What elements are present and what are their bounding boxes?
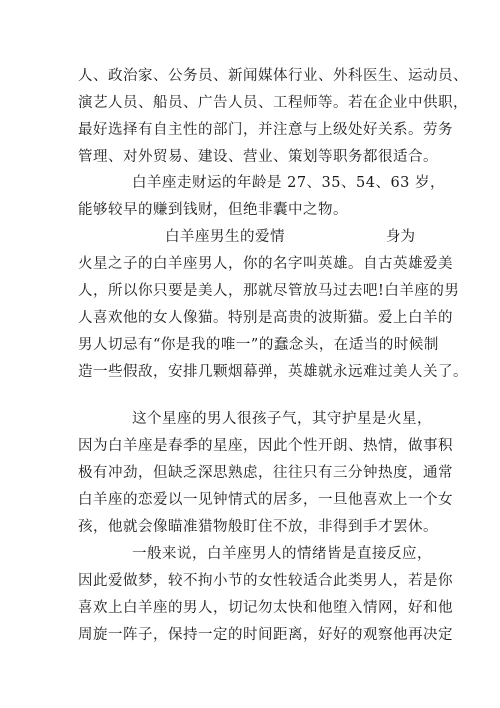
text-line: 演艺人员、船员、广告人员、工程师等。若在企业中供职，: [78, 95, 468, 111]
text-line: 白羊座走财运的年龄是 27、35、54、63 岁，: [132, 175, 446, 191]
text-line: 喜欢上白羊座的男人，切记勿太快和他堕入情网，好和他: [78, 600, 453, 616]
text-line: 因为白羊座是春季的星座，因此个性开朗、热情，做事积: [78, 438, 453, 454]
text-line: 人、政治家、公务员、新闻媒体行业、外科医生、运动员、: [78, 68, 468, 84]
text-line: 一般来说，白羊座男人的情绪皆是直接反应，: [132, 546, 432, 562]
text-line: 极有冲劲，但缺乏深思熟虑，往往只有三分钟热度，通常: [78, 465, 453, 481]
text-line: 最好选择有自主性的部门，并注意与上级处好关系。劳务: [78, 122, 453, 138]
section-heading: 白羊座男生的爱情: [165, 229, 285, 245]
text-line: 身为: [386, 229, 415, 245]
text-line: 男人切忌有“你是我的唯一”的蠢念头，在适当的时候制: [78, 337, 439, 353]
text-line: 人，所以你只要是美人，那就尽管放马过去吧!白羊座的男: [78, 283, 460, 299]
text-line: 孩，他就会像瞄准猎物般盯住不放，非得到手才罢休。: [78, 519, 438, 535]
text-line: 因此爱做梦，较不拘小节的女性较适合此类男人，若是你: [78, 573, 453, 589]
text-line: 这个星座的男人很孩子气，其守护星是火星，: [132, 411, 432, 427]
text-line: 周旋一阵子，保持一定的时间距离，好好的观察他再决定: [78, 627, 453, 643]
text-line: 管理、对外贸易、建设、营业、策划等职务都很适合。: [78, 149, 438, 165]
text-line: 白羊座的恋爱以一见钟情式的居多，一旦他喜欢上一个女: [78, 492, 453, 508]
text-line: 人喜欢他的女人像猫。特别是高贵的波斯猫。爱上白羊的: [78, 310, 453, 326]
text-line: 火星之子的白羊座男人，你的名字叫英雄。自古英雄爱美: [78, 256, 453, 272]
text-line: 造一些假敌，安排几颗烟幕弹，英雄就永远难过美人关了。: [78, 364, 468, 380]
text-line: 能够较早的赚到钱财，但绝非囊中之物。: [78, 202, 348, 218]
